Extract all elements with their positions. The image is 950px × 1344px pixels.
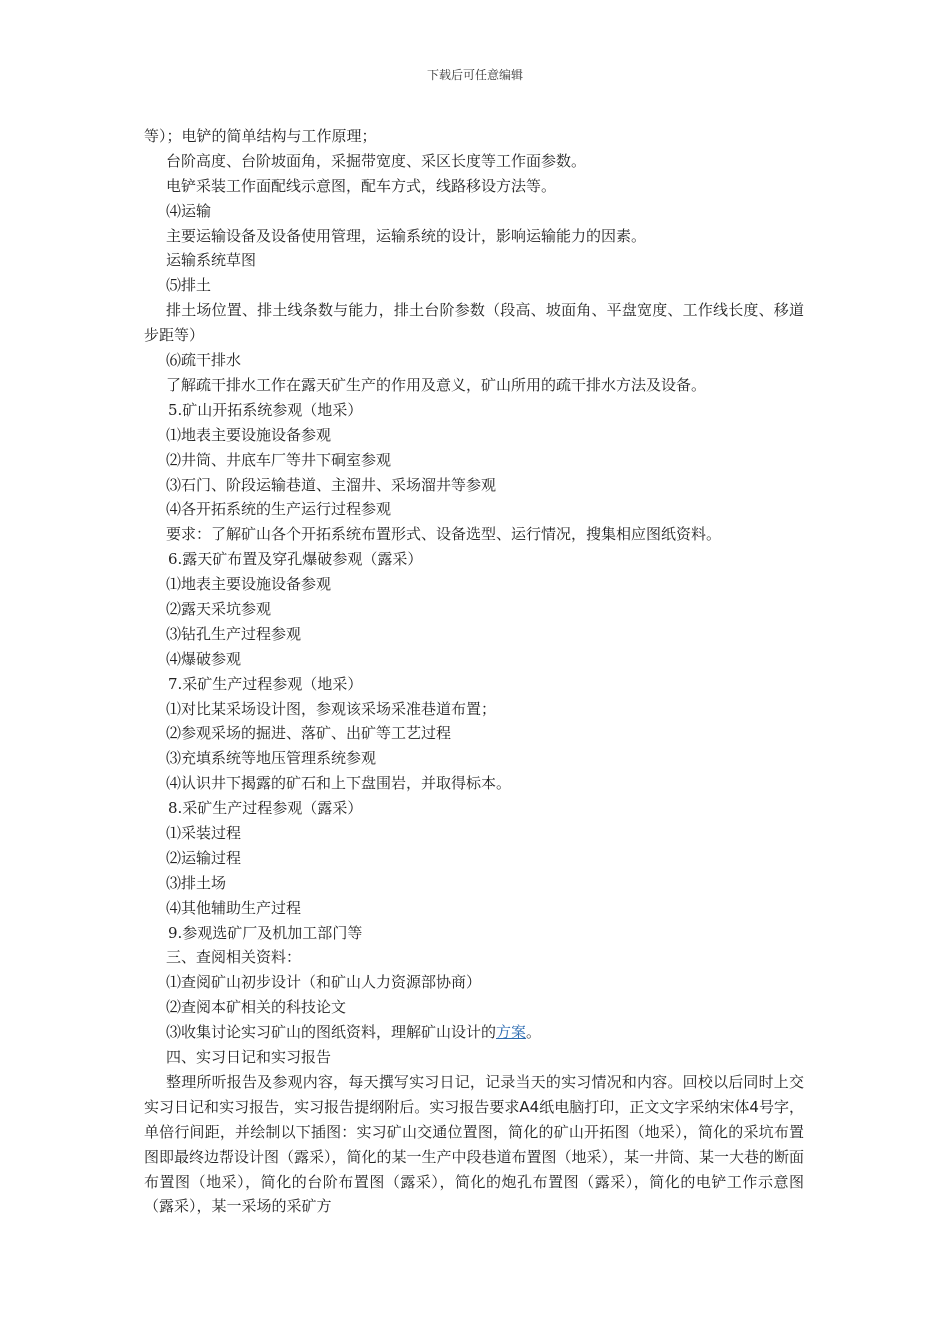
- text-span: ⑶收集讨论实习矿山的图纸资料，理解矿山设计的: [166, 1023, 497, 1042]
- list-item: ⑶排土场: [166, 873, 227, 892]
- text-line: 台阶高度、台阶坡面角，采掘带宽度、采区长度等工作面参数。: [166, 151, 587, 170]
- paragraph-report: [144, 1070, 804, 1219]
- chapter-heading: 四、实习日记和实习报告: [166, 1047, 332, 1066]
- text-span: A4: [519, 1097, 540, 1116]
- section-heading: 9.参观选矿厂及机加工部门等: [168, 923, 363, 942]
- text-line: 了解疏干排水工作在露天矿生产的作用及意义，矿山所用的疏干排水方法及设备。: [166, 375, 707, 394]
- paragraph-paitu: 排土场位置、排土线条数与能力，排土台阶参数（段高、坡面角、平盘宽度、工作线长度、移道步距等）: [144, 301, 804, 345]
- text-line: 主要运输设备及设备使用管理，运输系统的设计，影响运输能力的因素。: [166, 226, 647, 245]
- list-item: ⑶石门、阶段运输巷道、主溜井、采场溜井等参观: [166, 475, 497, 494]
- text-span: 4: [749, 1097, 759, 1116]
- subheading: ⑹疏干排水: [166, 351, 242, 370]
- chapter-heading: 三、查阅相关资料：: [166, 948, 302, 967]
- section-heading: 5.矿山开拓系统参观（地采）: [168, 400, 363, 419]
- list-item: ⑵运输过程: [166, 848, 242, 867]
- list-item: ⑷各开拓系统的生产运行过程参观: [166, 500, 392, 519]
- page-header: 下载后可任意编辑: [426, 68, 523, 82]
- list-item: [144, 1020, 804, 1045]
- section-heading: 7.采矿生产过程参观（地采）: [168, 674, 363, 693]
- fangan-link[interactable]: 方案: [496, 1023, 527, 1042]
- list-item: ⑴查阅矿山初步设计（和矿山人力资源部协商）: [166, 973, 482, 992]
- list-item: ⑴对比某采场设计图，参观该采场采准巷道布置；: [166, 699, 497, 718]
- list-item: ⑴地表主要设施设备参观: [166, 575, 332, 594]
- text-span: 。: [526, 1023, 542, 1042]
- subheading: ⑸排土: [166, 276, 212, 295]
- text-line: 运输系统草图: [166, 251, 257, 270]
- text-line: 电铲采装工作面配线示意图，配车方式，线路移设方法等。: [166, 176, 557, 195]
- list-item: ⑵参观采场的掘进、落矿、出矿等工艺过程: [166, 724, 452, 743]
- list-item: ⑵查阅本矿相关的科技论文: [166, 998, 347, 1017]
- list-item: ⑶充填系统等地压管理系统参观: [166, 749, 377, 768]
- text-line: 等）；电铲的简单结构与工作原理；: [144, 127, 377, 145]
- section-heading: 8.采矿生产过程参观（露采）: [168, 799, 363, 818]
- text-span: 整理所听报告及参观内容，每天撰写实习日记，记录当天的实习情况和内容。回校以后同时上交实习日记和实习报告，实习报告提纲附后。实习报告要求: [144, 1072, 804, 1116]
- text-span: 纸电脑打印，正文文字采纳宋体: [539, 1097, 750, 1116]
- list-item: ⑴采装过程: [166, 823, 242, 842]
- section-heading: 6.露天矿布置及穿孔爆破参观（露采）: [168, 550, 423, 569]
- list-item: ⑵露天采坑参观: [166, 599, 272, 618]
- subheading: ⑷运输: [166, 201, 212, 220]
- list-item: ⑴地表主要设施设备参观: [166, 425, 332, 444]
- text-line: 要求：了解矿山各个开拓系统布置形式、设备选型、运行情况，搜集相应图纸资料。: [166, 525, 722, 544]
- list-item: ⑶钻孔生产过程参观: [166, 624, 302, 643]
- list-item: ⑵井筒、井底车厂等井下硐室参观: [166, 450, 392, 469]
- list-item: ⑷其他辅助生产过程: [166, 898, 302, 917]
- list-item: ⑷爆破参观: [166, 649, 242, 668]
- document-body: [144, 124, 804, 1219]
- list-item: ⑷认识井下揭露的矿石和上下盘围岩，并取得标本。: [166, 774, 512, 793]
- text-span: 号字，单倍行间距，并绘制以下插图：实习矿山交通位置图，简化的矿山开拓图（地采），简化的采坑布置图即最终边帮设计图（露采），简化的某一生产中段巷道布置图（地采），某一井筒、某一大巷的断面布置图（地采），简化的台阶布置图（露采），简化的炮孔布置图（露采），简化的电铲工作示意图（露采），某一采场的采矿方: [144, 1097, 805, 1216]
